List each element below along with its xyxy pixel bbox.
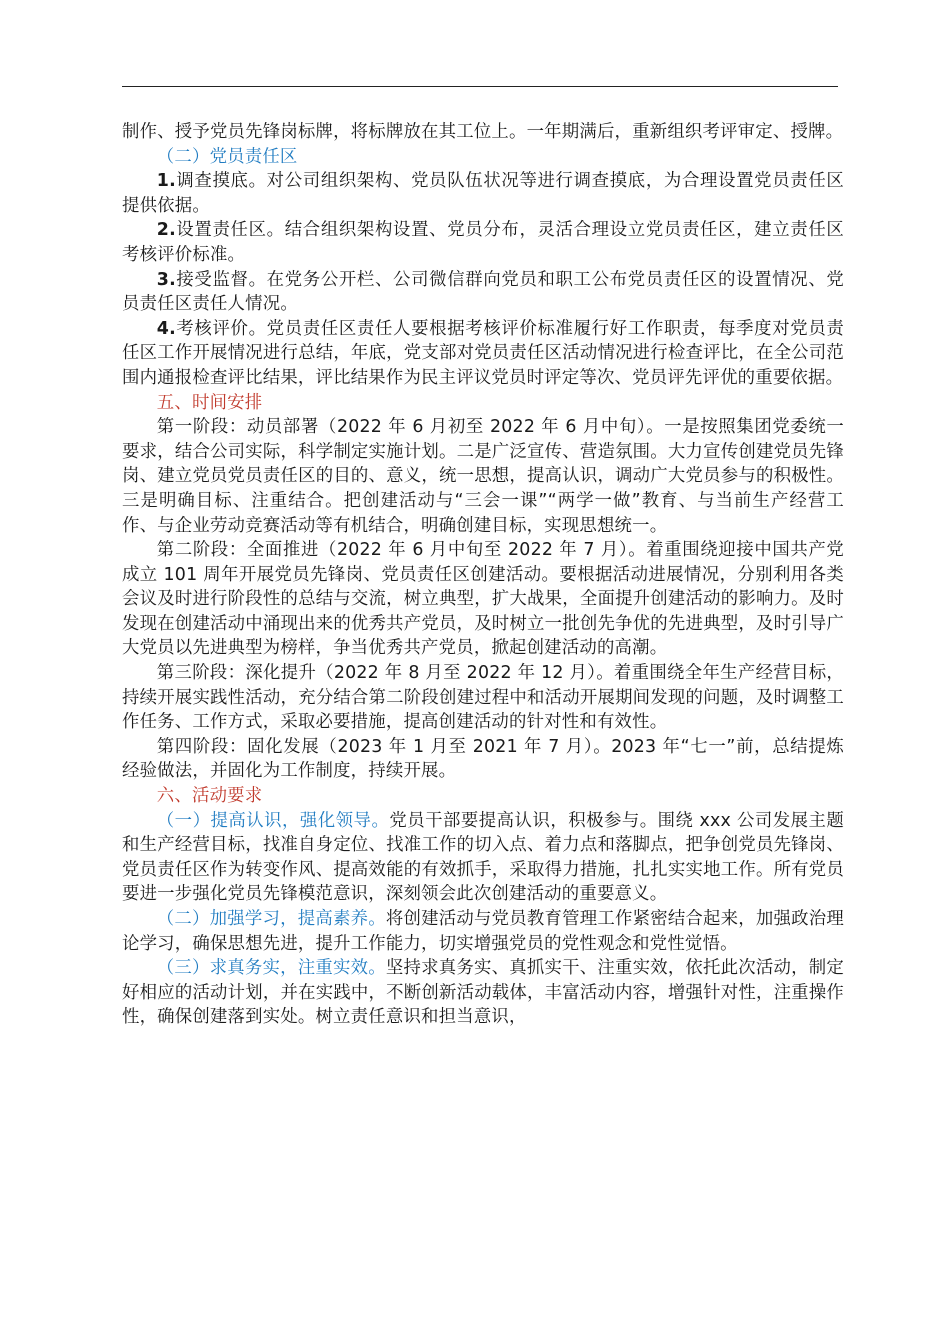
section-subheading: （二）党员责任区 (156, 146, 298, 167)
body-paragraph: 第三阶段：深化提升（2022 年 8 月至 2022 年 12 月）。着重围绕全年生产经营目标，持续开展实践性活动，充分结合第二阶段创建过程中和活动开展期间发现的问题，及时调整工作任务、工作方式，采取必要措施，提高创建活动的针对性和有效性。 (122, 663, 844, 733)
body-paragraph: 第二阶段：全面推进（2022 年 6 月中旬至 2022 年 7 月）。着重围绕迎接中国共产党成立 101 周年开展党员先锋岗、党员责任区创建活动。要根据活动进展情况，分别利用各类会议及时进行阶段性的总结与交流，树立典型，扩大战果，全面提升创建活动的影响力。及时发现在创建活动中涌现出来的优秀共产党员，及时树立一批创先争优的先进典型，及时引导广大党员以先进典型为榜样，争当优秀共产党员，掀起创建活动的高潮。 (122, 540, 844, 659)
numbered-item (122, 268, 844, 317)
requirement-lead: （二）加强学习，提高素养。 (156, 909, 386, 929)
document-body (122, 120, 844, 1030)
requirement-text: 将创建活动与党员教育管理工作紧密结合起来，加强政治理论学习，确保思想先进，提升工作能力，切实增强党员的党性观念和党性觉悟。 (122, 909, 844, 954)
requirement-paragraph (122, 809, 844, 907)
header-rule (122, 86, 838, 87)
requirement-text: 坚持求真务实、真抓实干、注重实效，依托此次活动，制定好相应的活动计划，并在实践中，不断创新活动载体，丰富活动内容，增强针对性，注重操作性，确保创建落到实处。树立责任意识和担当意识， (122, 958, 844, 1028)
numbered-item (122, 218, 844, 267)
requirement-text: 党员干部要提高认识，积极参与。围绕 xxx 公司发展主题和生产经营目标，找准自身定位、找准工作的切入点、着力点和落脚点，把争创党员先锋岗、党员责任区作为转变作风、提高效能的有效抓手，采取得力措施，扎扎实实地工作。所有党员要进一步强化党员先锋模范意识，深刻领会此次创建活动的重要意义。 (122, 810, 844, 905)
item-number: 2. (156, 220, 176, 241)
item-text: 设置责任区。结合组织架构设置、党员分布，灵活合理设立党员责任区，建立责任区考核评价标准。 (122, 220, 844, 265)
item-number: 4. (156, 318, 176, 339)
section-heading: 六、活动要求 (156, 786, 263, 807)
numbered-item (122, 317, 844, 391)
section-heading: 五、时间安排 (156, 392, 263, 413)
body-paragraph: 制作、授予党员先锋岗标牌，将标牌放在其工位上。一年期满后，重新组织考评审定、授牌。 (122, 122, 844, 142)
item-text: 调查摸底。对公司组织架构、党员队伍状况等进行调查摸底，为合理设置党员责任区提供依据。 (122, 171, 844, 216)
requirement-lead: （一）提高认识，强化领导。 (156, 810, 390, 831)
item-text: 接受监督。在党务公开栏、公司微信群向党员和职工公布党员责任区的设置情况、党员责任区责任人情况。 (122, 269, 844, 315)
item-text: 考核评价。党员责任区责任人要根据考核评价标准履行好工作职责，每季度对党员责任区工作开展情况进行总结，年底，党支部对党员责任区活动情况进行检查评比，在全公司范围内通报检查评比结果，评比结果作为民主评议党员时评定等次、党员评先评优的重要依据。 (122, 318, 844, 388)
requirement-lead: （三）求真务实，注重实效。 (156, 958, 386, 979)
body-paragraph: 第四阶段：固化发展（2023 年 1 月至 2021 年 7 月）。2023 年“七一”前，总结提炼经验做法，并固化为工作制度，持续开展。 (122, 736, 844, 782)
requirement-paragraph (122, 956, 844, 1030)
item-number: 1. (156, 171, 176, 192)
item-number: 3. (156, 269, 176, 290)
body-paragraph: 第一阶段：动员部署（2022 年 6 月初至 2022 年 6 月中旬）。一是按照集团党委统一要求，结合公司实际，科学制定实施计划。二是广泛宣传、营造氛围。大力宣传创建党员先锋岗、建立党员党员责任区的目的、意义，统一思想，提高认识，调动广大党员参与的积极性。三是明确目标、注重结合。把创建活动与“三会一课”“两学一做”教育、与当前生产经营工作、与企业劳动竞赛活动等有机结合，明确创建目标，实现思想统一。 (122, 417, 844, 536)
numbered-item (122, 169, 844, 218)
requirement-paragraph (122, 907, 844, 956)
